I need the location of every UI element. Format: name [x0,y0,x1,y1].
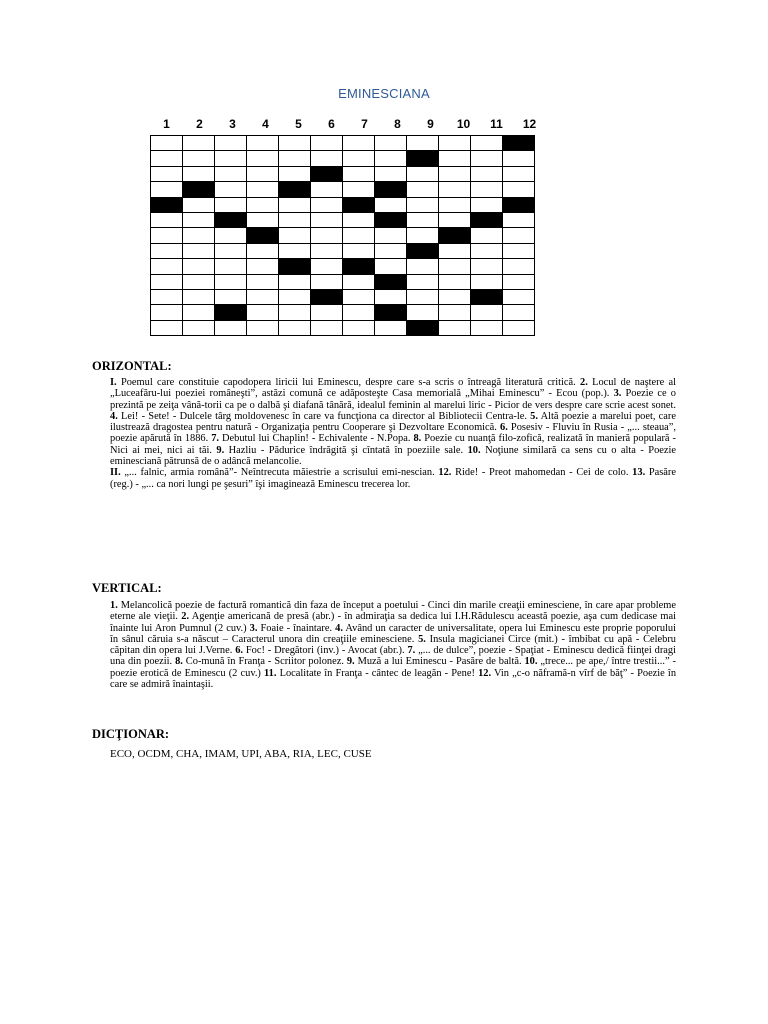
grid-cell[interactable] [439,166,471,181]
grid-cell[interactable] [311,259,343,274]
grid-cell[interactable] [407,228,439,243]
grid-cell[interactable] [439,136,471,151]
grid-cell[interactable] [183,197,215,212]
grid-cell[interactable] [503,212,535,227]
grid-cell[interactable] [183,151,215,166]
grid-cell[interactable] [279,197,311,212]
grid-cell[interactable] [151,243,183,258]
grid-cell[interactable] [311,151,343,166]
grid-cell[interactable] [343,151,375,166]
grid-cell[interactable] [247,320,279,335]
grid-row [151,243,535,258]
grid-cell-black [183,182,215,197]
grid-cell[interactable] [375,166,407,181]
grid-cell[interactable] [503,274,535,289]
grid-cell[interactable] [439,151,471,166]
grid-cell-black [503,136,535,151]
grid-row [151,274,535,289]
grid-cell[interactable] [151,182,183,197]
grid-cell[interactable] [407,259,439,274]
grid-cell[interactable] [407,289,439,304]
grid-cell[interactable] [311,320,343,335]
grid-cell[interactable] [343,136,375,151]
grid-cell[interactable] [215,166,247,181]
grid-cell[interactable] [311,136,343,151]
grid-cell[interactable] [215,243,247,258]
grid-cell[interactable] [407,305,439,320]
grid-cell[interactable] [471,151,503,166]
grid-cell[interactable] [471,197,503,212]
grid-cell[interactable] [183,320,215,335]
grid-cell[interactable] [247,212,279,227]
grid-cell[interactable] [279,243,311,258]
column-number: 11 [490,117,503,131]
grid-cell[interactable] [151,151,183,166]
grid-cell-black [247,228,279,243]
grid-cell[interactable] [375,259,407,274]
grid-cell[interactable] [247,166,279,181]
grid-cell[interactable] [215,289,247,304]
grid-cell[interactable] [439,212,471,227]
grid-cell[interactable] [311,228,343,243]
grid-cell[interactable] [407,182,439,197]
grid-cell[interactable] [151,305,183,320]
orizontal-clues [110,377,676,490]
column-number: 2 [196,117,203,131]
grid-cell-black [471,212,503,227]
grid-cell[interactable] [439,182,471,197]
grid-cell[interactable] [343,166,375,181]
grid-cell[interactable] [471,182,503,197]
grid-cell-black [407,243,439,258]
grid-cell[interactable] [279,320,311,335]
grid-cell[interactable] [503,305,535,320]
grid-cell-black [343,259,375,274]
grid-cell[interactable] [215,320,247,335]
column-number: 3 [229,117,236,131]
grid-cell[interactable] [439,305,471,320]
grid-cell[interactable] [503,289,535,304]
grid-cell[interactable] [375,289,407,304]
grid-cell[interactable] [247,151,279,166]
page-title: EMINESCIANA [338,86,430,101]
grid-cell[interactable] [375,136,407,151]
grid-cell[interactable] [503,166,535,181]
grid-cell[interactable] [247,305,279,320]
grid-cell-black [439,228,471,243]
grid-cell[interactable] [151,228,183,243]
grid-cell[interactable] [439,274,471,289]
grid-cell[interactable] [215,151,247,166]
grid-cell-black [311,166,343,181]
grid-cell[interactable] [407,166,439,181]
grid-cell[interactable] [247,197,279,212]
grid-row [151,228,535,243]
grid-cell[interactable] [247,289,279,304]
column-number: 4 [262,117,269,131]
grid-cell[interactable] [375,320,407,335]
grid-cell[interactable] [215,274,247,289]
grid-cell[interactable] [279,166,311,181]
grid-cell[interactable] [503,320,535,335]
crossword-grid [150,135,535,336]
grid-cell[interactable] [151,212,183,227]
grid-row [151,182,535,197]
grid-cell[interactable] [503,243,535,258]
grid-cell[interactable] [151,289,183,304]
grid-cell[interactable] [279,151,311,166]
grid-cell[interactable] [503,182,535,197]
column-number: 6 [328,117,335,131]
clue-paragraph: 1. Melancolică poezie de factură romantică din faza de început a poetului - Cinci din marile creaţii eminesciene, în care apar probleme eterne ale vieţii. 2. Agenţie americană de presă (abr.) - în admiraţia sa dedica lui I.H.Rădulescu această poezie, aşa cum dedicase mai înainte lui Aron Pumnul (2 cuv.) 3. Foaie - înaintare. 4. Având un caracter de universalitate, opera lui Eminescu este proprie poporului în sânul căruia s-a născut – Caracterul unora din creaţiile eminesciene. 5. Insula magicianei Circe (mit.) - îmbibat cu apă - Celebru căpitan din opera lui J.Verne. 6. Foc! - Dregători (inv.) - Avocat (abr.). 7. „... de dulce”, poezie - Spaţiat - Eminescu dedică fiinţei dragi una din poezii. 8. Co-mună în Franţa - Scriitor polonez. 9. Muză a lui Eminescu - Pasăre de baltă. 10. „trece... pe ape,/ între trestii...” - poezie erotică de Eminescu (2 cuv.) 11. Localitate în Franţa - cântec de leagăn - Pene! 12. Vin „c-o năframă-n vîrf de băţ” - Poezie în care se admiră înaintaşii. [110,600,677,691]
grid-cell[interactable] [215,182,247,197]
grid-cell[interactable] [279,136,311,151]
dictionar-heading: DICŢIONAR: [92,727,170,741]
grid-cell[interactable] [343,289,375,304]
dictionar-words: ECO, OCDM, CHA, IMAM, UPI, ABA, RIA, LEC, CUSE [110,748,372,760]
grid-cell[interactable] [439,289,471,304]
grid-row [151,197,535,212]
grid-row [151,151,535,166]
grid-cell[interactable] [503,151,535,166]
grid-cell[interactable] [311,197,343,212]
grid-cell-black [375,182,407,197]
grid-cell-black [279,182,311,197]
grid-cell[interactable] [183,259,215,274]
grid-row [151,289,535,304]
grid-cell[interactable] [151,259,183,274]
grid-cell[interactable] [247,182,279,197]
grid-row [151,212,535,227]
grid-cell[interactable] [343,274,375,289]
grid-cell[interactable] [343,182,375,197]
grid-cell-black [471,289,503,304]
orizontal-heading: ORIZONTAL: [92,359,172,373]
column-number: 12 [522,117,537,131]
grid-cell[interactable] [471,305,503,320]
grid-cell-black [151,197,183,212]
column-number: 5 [295,117,302,131]
grid-cell[interactable] [343,320,375,335]
grid-row [151,320,535,335]
grid-cell[interactable] [183,136,215,151]
grid-cell-black [503,197,535,212]
grid-cell-black [407,320,439,335]
grid-cell[interactable] [375,197,407,212]
grid-cell[interactable] [151,166,183,181]
column-number: 9 [427,117,434,131]
column-numbers [150,117,546,133]
grid-cell[interactable] [247,136,279,151]
grid-cell[interactable] [439,259,471,274]
column-number: 10 [456,117,471,131]
grid-cell[interactable] [311,274,343,289]
grid-cell[interactable] [471,228,503,243]
grid-cell[interactable] [247,274,279,289]
grid-cell[interactable] [407,212,439,227]
grid-row [151,136,535,151]
grid-cell[interactable] [471,320,503,335]
grid-row [151,166,535,181]
grid-cell-black [375,274,407,289]
grid-cell[interactable] [471,259,503,274]
grid-cell[interactable] [407,136,439,151]
grid-cell[interactable] [439,320,471,335]
grid-cell[interactable] [471,166,503,181]
grid-cell[interactable] [471,274,503,289]
grid-cell[interactable] [215,228,247,243]
grid-cell[interactable] [247,243,279,258]
grid-cell[interactable] [151,320,183,335]
grid-cell[interactable] [183,274,215,289]
grid-cell[interactable] [471,136,503,151]
grid-cell[interactable] [183,243,215,258]
grid-cell[interactable] [375,228,407,243]
grid-cell[interactable] [343,228,375,243]
column-number: 1 [163,117,170,131]
clue-paragraph: II. „... falnic, armia română”- Neîntrecuta măiestrie a scrisului emi-nescian. 12. Ride! - Preot mahomedan - Cei de colo. 13. Pasăre (reg.) - „... ca nori lungi pe şesuri” îşi imaginează Eminescu trecerea lor. [110,467,676,490]
grid-cell[interactable] [311,212,343,227]
grid-cell[interactable] [311,243,343,258]
grid-cell[interactable] [215,136,247,151]
column-number: 7 [361,117,368,131]
grid-cell[interactable] [215,259,247,274]
vertical-heading: VERTICAL: [92,581,162,595]
grid-cell[interactable] [279,274,311,289]
clue-paragraph: I. Poemul care constituie capodopera liricii lui Eminescu, despre care s-a scris o întreagă literatură critică. 2. Locul de naştere al „Luceafăru-lui poeziei româneşti”, astăzi comună ce adăposteşte Casa memorială „Mihai Eminescu” - Ecou (pop.). 3. Poezie ce o prezintă pe zeiţa vână-torii ca pe o dalbă şi diafană tânără, idealul feminin al marelui liric - Picior de vers despre care scrie acest sonet. 4. Lei! - Sete! - Dulcele târg moldovenesc în care va funcţiona ca director al Bibliotecii Centra-le. 5. Altă poezie a marelui poet, care ilustrează dragostea pentru natură - Organizaţia pentru Cooperare şi Dezvoltare Economică. 6. Posesiv - Fluviu în Rusia - „... steaua”, poezie apărută în 1886. 7. Debutul lui Chaplin! - Echivalente - N.Popa. 8. Poezie cu nuanţă filo-zofică, realizată în manieră populară - Nici ai mei, nici ai tăi. 9. Hazliu - Pădurice îndrăgită şi cîntată în poeziile sale. 10. Noţiune similară ca sens cu o alta - Poezie eminesciană pătrunsă de o adâncă melancolie. [110,377,677,468]
grid-cell[interactable] [183,305,215,320]
grid-cell-black [343,197,375,212]
grid-cell[interactable] [503,228,535,243]
grid-cell[interactable] [279,228,311,243]
grid-cell[interactable] [407,274,439,289]
grid-cell[interactable] [439,197,471,212]
grid-cell[interactable] [151,136,183,151]
grid-cell[interactable] [375,243,407,258]
grid-cell[interactable] [279,212,311,227]
grid-cell[interactable] [215,197,247,212]
grid-cell[interactable] [343,212,375,227]
grid-cell[interactable] [503,259,535,274]
grid-cell[interactable] [183,228,215,243]
grid-cell[interactable] [311,305,343,320]
grid-cell-black [407,151,439,166]
grid-cell-black [311,289,343,304]
grid-cell[interactable] [247,259,279,274]
grid-cell[interactable] [183,289,215,304]
grid-cell[interactable] [279,289,311,304]
grid-cell[interactable] [183,166,215,181]
grid-cell[interactable] [343,243,375,258]
grid-cell[interactable] [471,243,503,258]
grid-cell-black [215,305,247,320]
column-number: 8 [394,117,401,131]
grid-cell-black [375,305,407,320]
grid-cell[interactable] [343,305,375,320]
grid-cell-black [375,212,407,227]
grid-cell[interactable] [183,212,215,227]
grid-cell[interactable] [151,274,183,289]
vertical-clues [110,600,676,690]
grid-row [151,305,535,320]
grid-cell[interactable] [375,151,407,166]
grid-row [151,259,535,274]
grid-cell[interactable] [407,197,439,212]
grid-cell-black [279,259,311,274]
grid-cell[interactable] [439,243,471,258]
grid-cell-black [215,212,247,227]
grid-cell[interactable] [279,305,311,320]
grid-cell[interactable] [311,182,343,197]
